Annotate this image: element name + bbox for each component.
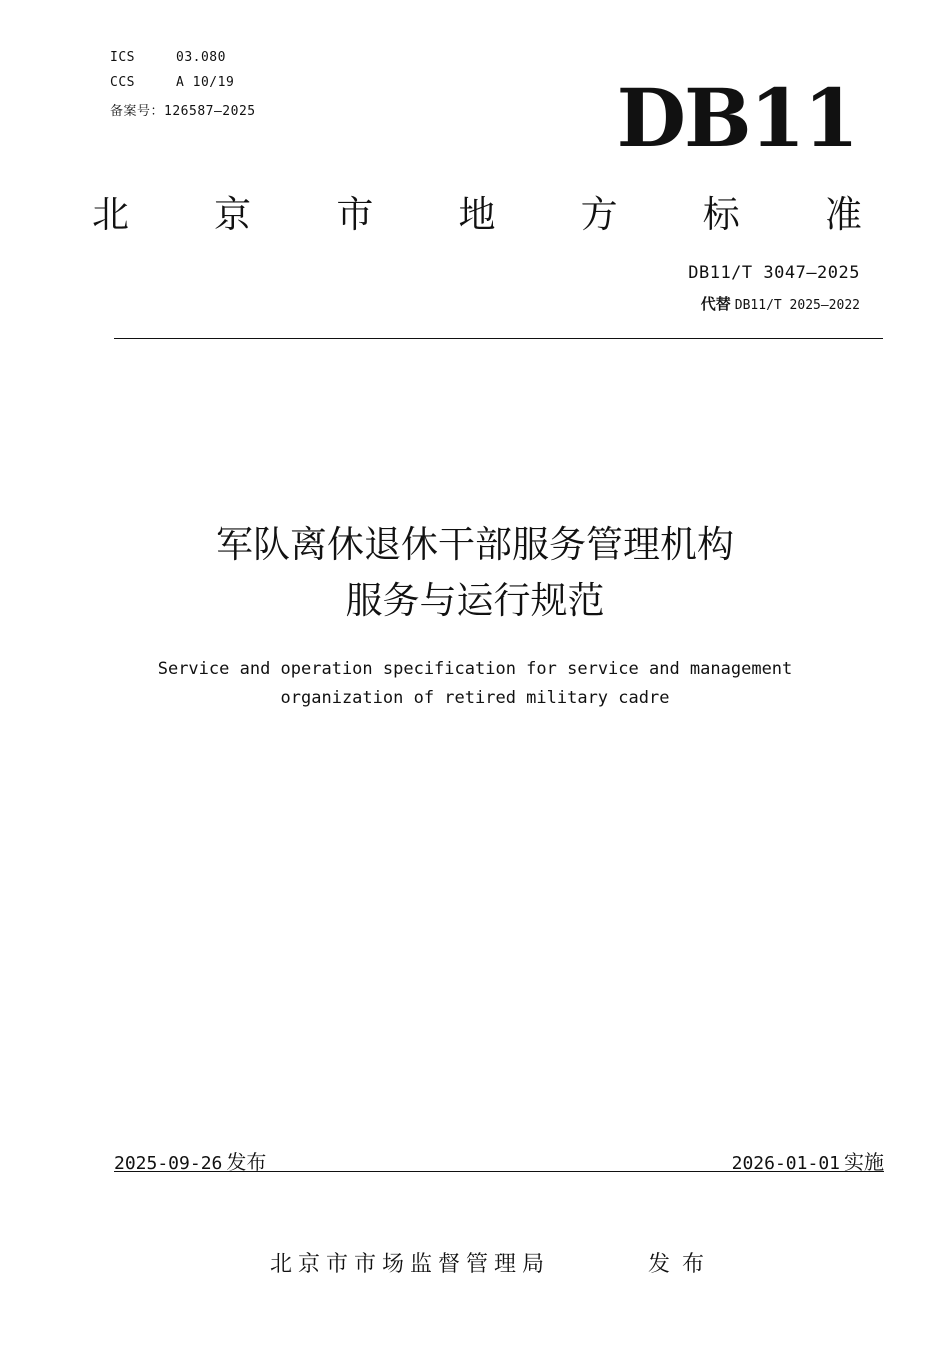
- standard-type-char: 标: [702, 193, 740, 236]
- ics-label: ICS: [110, 50, 135, 65]
- ccs-code: [110, 75, 234, 90]
- effective-date-suffix: 实施: [844, 1150, 884, 1174]
- standard-type-char: 准: [824, 193, 862, 236]
- standard-type-char: 京: [214, 193, 252, 236]
- ics-value: 03.080: [176, 50, 226, 65]
- replaces-line: [701, 293, 860, 314]
- ccs-label: CCS: [110, 75, 135, 90]
- standard-number: DB11/T 3047—2025: [688, 263, 860, 283]
- record-label: 备案号：: [110, 104, 165, 119]
- record-number: [110, 100, 256, 119]
- db11-logo: DB11: [616, 71, 857, 165]
- issue-word: 发布: [648, 1252, 717, 1277]
- top-divider: [114, 338, 883, 339]
- english-title-line1: Service and operation specification for service and management: [157, 659, 793, 679]
- issuing-authority: 北京市市场监督管理局: [270, 1252, 551, 1277]
- standard-type-char: 市: [336, 193, 374, 236]
- standard-type-title: [92, 193, 862, 236]
- ccs-value: A 10/19: [176, 75, 235, 90]
- replaces-value: DB11/T 2025—2022: [734, 298, 860, 313]
- replaces-label: 代替: [700, 295, 731, 313]
- standard-type-char: 北: [92, 193, 129, 236]
- document-title-line2: 服务与运行规范: [345, 579, 605, 622]
- ics-code: [110, 50, 226, 65]
- publish-date-value: 2025-09-26: [114, 1153, 223, 1174]
- record-value: 126587—2025: [164, 104, 256, 119]
- english-title-line2: organization of retired military cadre: [280, 688, 670, 708]
- standard-type-char: 方: [580, 193, 618, 236]
- publish-date-suffix: 发布: [226, 1150, 267, 1174]
- standard-type-char: 地: [458, 193, 496, 236]
- document-title-line1: 军队离休退休干部服务管理机构: [216, 523, 734, 566]
- effective-date-value: 2026-01-01: [731, 1153, 840, 1174]
- bottom-divider: [114, 1171, 884, 1172]
